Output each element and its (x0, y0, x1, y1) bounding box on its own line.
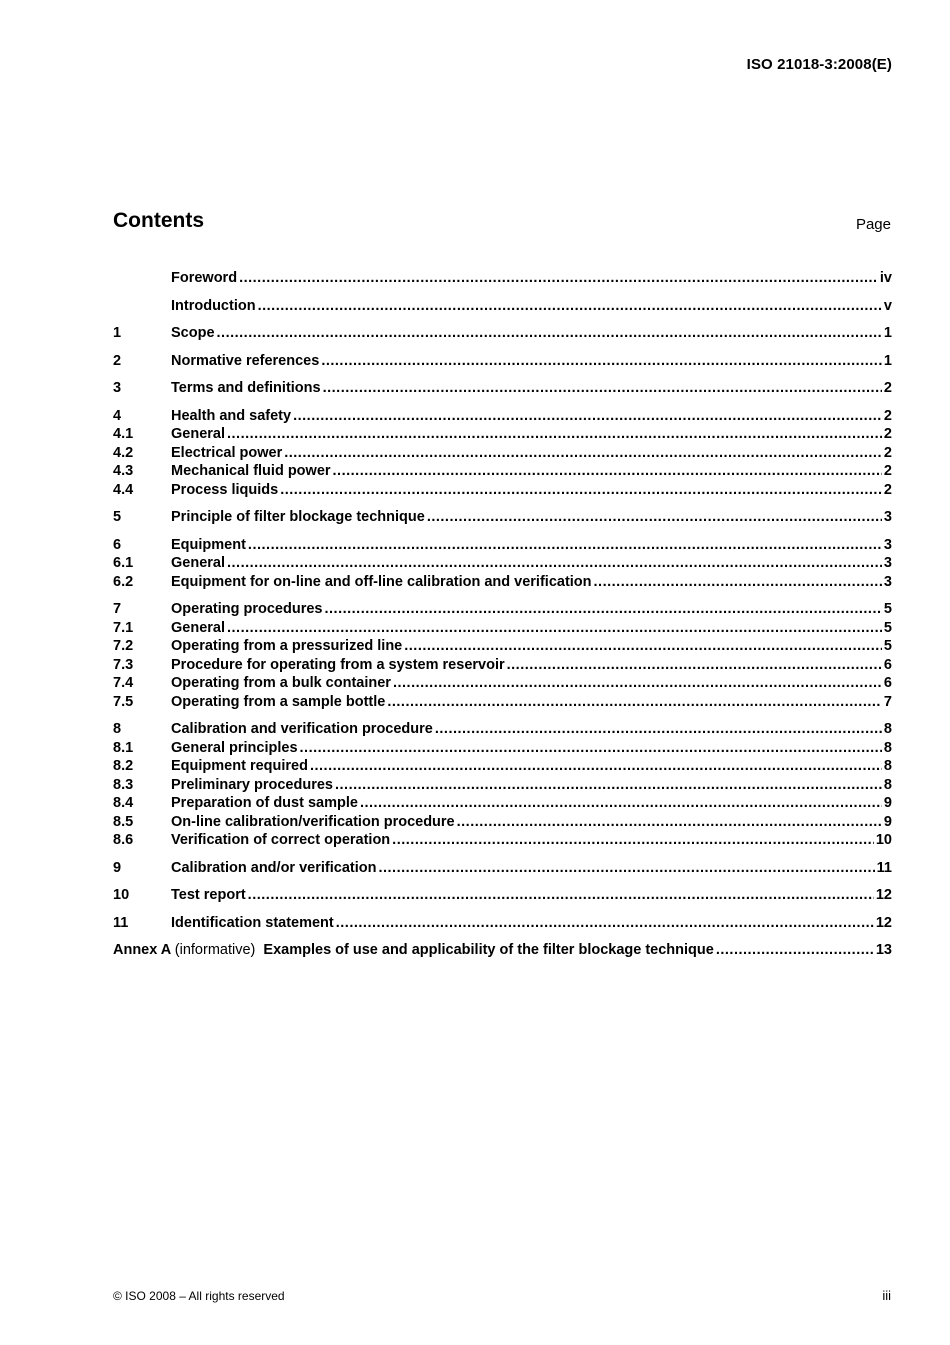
toc-entry[interactable] (113, 462, 892, 481)
toc-entry-number: 8.5 (113, 813, 134, 830)
toc-entry-page: 2 (883, 380, 892, 396)
toc-entry-page: 7 (883, 693, 892, 710)
document-id: ISO 21018-3:2008(E) (746, 56, 892, 73)
toc-entry-page: 2 (883, 426, 892, 442)
toc-entry-number: 7.2 (113, 638, 134, 654)
toc-group (113, 720, 892, 850)
toc-entry-page: 2 (883, 463, 892, 479)
toc-entry-number: 6.1 (113, 555, 134, 571)
toc-entry-title: Operating from a pressurized line (171, 638, 403, 654)
toc-group (113, 600, 892, 711)
toc-dot-leader (284, 444, 882, 463)
toc-entry-title: Preparation of dust sample (171, 795, 358, 811)
toc-group (113, 379, 892, 398)
toc-entry-number: 8.3 (113, 776, 134, 793)
toc-entry-page: 1 (883, 352, 892, 369)
toc-entry-annex[interactable] (113, 941, 892, 960)
toc-entry[interactable] (113, 720, 892, 739)
toc-entry-title: Scope (171, 325, 215, 341)
toc-dot-leader (258, 297, 882, 316)
toc-dot-leader (435, 720, 882, 739)
toc-entry-title: Introduction (171, 297, 256, 314)
toc-entry-page: 8 (883, 758, 892, 774)
page-column-label: Page (855, 216, 891, 233)
toc-entry[interactable] (113, 297, 892, 316)
toc-entry-page: 5 (883, 619, 892, 636)
toc-entry[interactable] (113, 352, 892, 371)
toc-entry[interactable] (113, 379, 892, 398)
toc-entry-title: Electrical power (171, 444, 283, 461)
toc-entry-title: Terms and definitions (171, 380, 321, 396)
toc-entry-title: Identification statement (171, 914, 334, 931)
table-of-contents (113, 269, 892, 969)
toc-entry-number: 1 (113, 325, 122, 341)
toc-entry-number: 7.4 (113, 675, 134, 691)
toc-entry-number: 8 (113, 721, 122, 737)
toc-dot-leader (393, 674, 882, 693)
toc-dot-leader (324, 600, 881, 619)
toc-dot-leader (323, 379, 882, 398)
toc-entry-number: 4.3 (113, 463, 134, 479)
toc-entry-number: 7 (113, 601, 122, 617)
toc-entry-number: 7.1 (113, 619, 134, 636)
toc-dot-leader (404, 637, 882, 656)
toc-group (113, 914, 892, 933)
toc-entry-number: 4.2 (113, 444, 134, 461)
toc-entry-title: Operating from a sample bottle (171, 693, 386, 710)
toc-dot-leader (360, 794, 882, 813)
toc-entry-title: Operating procedures (171, 601, 323, 617)
toc-entry-number: 3 (113, 380, 122, 396)
toc-dot-leader (378, 859, 874, 878)
toc-entry-number: 7.5 (113, 693, 134, 710)
toc-group (113, 536, 892, 592)
toc-dot-leader (280, 481, 882, 500)
toc-entry[interactable] (113, 619, 892, 638)
toc-entry-number: 8.4 (113, 795, 134, 811)
toc-entry[interactable] (113, 813, 892, 832)
toc-entry[interactable] (113, 776, 892, 795)
toc-entry-page: 8 (883, 776, 892, 793)
toc-entry-page: 3 (883, 555, 892, 571)
toc-group (113, 297, 892, 316)
toc-entry[interactable] (113, 600, 892, 619)
toc-entry[interactable] (113, 914, 892, 933)
toc-entry[interactable] (113, 831, 892, 850)
toc-entry-page: 5 (883, 601, 892, 617)
toc-group (113, 407, 892, 500)
toc-entry-title: On-line calibration/verification procedure (171, 813, 455, 830)
toc-entry[interactable] (113, 536, 892, 555)
toc-entry[interactable] (113, 324, 892, 343)
toc-entry-title: Equipment (171, 536, 246, 553)
toc-entry-page: 11 (876, 859, 892, 876)
toc-entry-title: Health and safety (171, 407, 292, 424)
toc-entry[interactable] (113, 269, 892, 288)
toc-entry-page: 12 (875, 914, 892, 931)
toc-entry-page: v (883, 297, 892, 314)
toc-dot-leader (300, 739, 882, 758)
toc-entry-number: 8.1 (113, 739, 134, 756)
toc-entry[interactable] (113, 508, 892, 527)
toc-entry-title: Equipment required (171, 758, 308, 774)
toc-entry-title: General (171, 619, 225, 636)
toc-group (113, 269, 892, 288)
toc-dot-leader (293, 407, 882, 426)
toc-entry-number: 8.6 (113, 832, 134, 848)
toc-entry-page: 3 (883, 509, 892, 525)
toc-entry-number: 6 (113, 536, 122, 553)
contents-heading: Contents (113, 209, 204, 232)
toc-dot-leader (227, 554, 882, 573)
toc-entry-title: Principle of filter blockage technique (171, 509, 425, 525)
toc-entry-page: 12 (875, 887, 892, 903)
toc-entry[interactable] (113, 674, 892, 693)
toc-entry-title: Operating from a bulk container (171, 675, 391, 691)
annex-title: Examples of use and applicability of the filter blockage technique (263, 942, 714, 958)
toc-entry-title: Equipment for on-line and off-line calibration and verification (171, 573, 592, 590)
toc-entry-number: 8.2 (113, 758, 134, 774)
toc-entry-page: 9 (883, 795, 892, 811)
toc-entry-page: 13 (875, 942, 892, 958)
toc-entry-number: 10 (113, 887, 130, 903)
toc-dot-leader (333, 462, 882, 481)
toc-group (113, 859, 892, 878)
toc-entry-title: Verification of correct operation (171, 832, 391, 848)
toc-entry-page: 2 (883, 481, 892, 498)
toc-entry-page: 3 (883, 573, 892, 590)
toc-entry-title: General principles (171, 739, 298, 756)
annex-title-block (113, 941, 714, 960)
toc-group (113, 352, 892, 371)
toc-entry-page: iv (879, 270, 892, 286)
toc-dot-leader (239, 269, 878, 288)
toc-entry[interactable] (113, 757, 892, 776)
toc-entry[interactable] (113, 739, 892, 758)
toc-entry-title: Procedure for operating from a system reservoir (171, 656, 505, 673)
toc-dot-leader (217, 324, 882, 343)
toc-entry-page: 10 (875, 832, 892, 848)
footer-copyright: © ISO 2008 – All rights reserved (113, 1289, 285, 1303)
toc-entry-title: Test report (171, 887, 246, 903)
toc-dot-leader (227, 425, 882, 444)
annex-label: Annex A (113, 942, 171, 958)
toc-entry-number: 4.4 (113, 481, 134, 498)
toc-dot-leader (321, 352, 882, 371)
footer-page-number: iii (882, 1288, 891, 1303)
toc-dot-leader (248, 536, 882, 555)
toc-entry-title: Foreword (171, 270, 238, 286)
toc-entry[interactable] (113, 481, 892, 500)
toc-entry-number: 4 (113, 407, 122, 424)
toc-entry-page: 2 (883, 407, 892, 424)
toc-entry-title: Mechanical fluid power (171, 463, 331, 479)
toc-entry-page: 9 (883, 813, 892, 830)
toc-entry-page: 6 (883, 675, 892, 691)
toc-entry-title: Normative references (171, 352, 320, 369)
toc-dot-leader (227, 619, 882, 638)
toc-entry[interactable] (113, 794, 892, 813)
toc-dot-leader (716, 941, 874, 960)
toc-entry[interactable] (113, 407, 892, 426)
toc-entry[interactable] (113, 637, 892, 656)
toc-entry-page: 5 (883, 638, 892, 654)
toc-entry-title: General (171, 555, 225, 571)
annex-type: (informative) (174, 942, 256, 958)
toc-group (113, 324, 892, 343)
toc-group (113, 508, 892, 527)
toc-group (113, 886, 892, 905)
toc-dot-leader (427, 508, 882, 527)
toc-entry-page: 3 (883, 536, 892, 553)
toc-entry-title: Process liquids (171, 481, 279, 498)
toc-dot-leader (507, 656, 882, 675)
toc-entry[interactable] (113, 444, 892, 463)
toc-entry-number: 7.3 (113, 656, 134, 673)
toc-entry[interactable] (113, 859, 892, 878)
toc-entry-title: Calibration and/or verification (171, 859, 377, 876)
toc-dot-leader (387, 693, 882, 712)
toc-entry-title: Preliminary procedures (171, 776, 333, 793)
toc-entry-number: 5 (113, 509, 122, 525)
toc-entry-title: Calibration and verification procedure (171, 721, 433, 737)
toc-entry-number: 9 (113, 859, 122, 876)
toc-entry-page: 2 (883, 444, 892, 461)
toc-dot-leader (248, 886, 874, 905)
toc-dot-leader (457, 813, 882, 832)
toc-entry-page: 6 (883, 656, 892, 673)
toc-entry[interactable] (113, 886, 892, 905)
toc-entry[interactable] (113, 554, 892, 573)
toc-entry-number: 6.2 (113, 573, 134, 590)
toc-entry-number: 2 (113, 352, 122, 369)
toc-entry-title: General (171, 426, 225, 442)
toc-dot-leader (594, 573, 882, 592)
toc-entry-number: 4.1 (113, 426, 134, 442)
toc-entry[interactable] (113, 425, 892, 444)
toc-dot-leader (310, 757, 882, 776)
toc-entry-number: 11 (113, 914, 129, 931)
toc-dot-leader (336, 914, 874, 933)
toc-entry-page: 8 (883, 721, 892, 737)
toc-group-annex (113, 941, 892, 960)
toc-entry-page: 1 (883, 325, 892, 341)
toc-entry[interactable] (113, 573, 892, 592)
toc-dot-leader (335, 776, 882, 795)
toc-entry[interactable] (113, 656, 892, 675)
toc-dot-leader (392, 831, 874, 850)
toc-entry[interactable] (113, 693, 892, 712)
toc-entry-page: 8 (883, 739, 892, 756)
